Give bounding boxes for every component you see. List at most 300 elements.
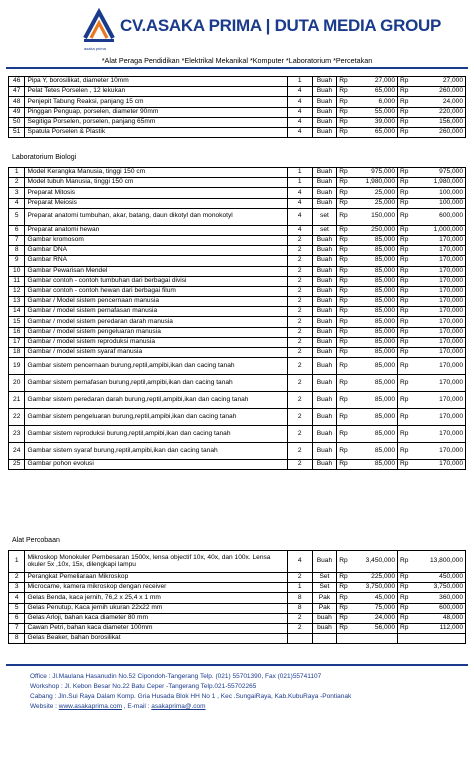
website-label: Website : [30,703,59,710]
currency: Rp [398,97,412,107]
item-unit: Buah [312,256,337,266]
item-number: 11 [9,276,25,286]
table-row [9,87,466,97]
letterhead [0,0,474,70]
section-title-alat-percobaan: Alat Percobaan [12,537,60,544]
table-row [9,613,466,623]
total-price: 170,000 [412,286,466,296]
currency: Rp [398,178,412,188]
item-number: 47 [9,87,25,97]
total-price [412,634,466,644]
table-lab-equipment [8,76,466,138]
item-number: 7 [9,623,25,633]
item-number: 12 [9,286,25,296]
total-price: 3,750,000 [412,583,466,593]
currency: Rp [337,317,351,327]
unit-price: 85,000 [351,327,397,337]
item-number: 23 [9,426,25,443]
unit-price [351,634,397,644]
unit-price: 75,000 [351,603,397,613]
total-price: 170,000 [412,443,466,460]
company-logo-icon [82,8,116,48]
item-name: Gambar contoh - contoh hewan dari berbagai filum [25,286,287,296]
item-unit: Buah [312,178,337,188]
currency: Rp [337,107,351,117]
item-qty: 2 [287,266,312,276]
unit-price: 85,000 [351,443,397,460]
item-qty: 2 [287,256,312,266]
currency: Rp [398,168,412,178]
unit-price: 150,000 [351,208,397,225]
website-link[interactable]: www.asakaprima.com [58,703,122,710]
total-price: 975,000 [412,168,466,178]
item-unit: Buah [312,327,337,337]
item-number: 2 [9,178,25,188]
currency: Rp [337,348,351,358]
unit-price: 85,000 [351,337,397,347]
currency: Rp [398,235,412,245]
currency: Rp [337,235,351,245]
currency: Rp [398,392,412,409]
currency: Rp [337,97,351,107]
item-number: 10 [9,266,25,276]
unit-price: 85,000 [351,235,397,245]
currency: Rp [398,409,412,426]
currency [337,634,351,644]
currency: Rp [398,613,412,623]
item-qty: 2 [287,443,312,460]
item-name: Gambar sistem reproduksi burung,reptil,ampibi,ikan dan cacing tanah [25,426,287,443]
currency: Rp [398,623,412,633]
item-name: Gambar / model sistem pernafasan manusia [25,307,287,317]
table-row [9,593,466,603]
item-qty: 2 [287,613,312,623]
table-row [9,117,466,127]
currency: Rp [337,178,351,188]
total-price: 170,000 [412,348,466,358]
item-qty: 4 [287,551,312,573]
total-price: 170,000 [412,375,466,392]
table-row [9,286,466,296]
currency: Rp [398,198,412,208]
table-row [9,443,466,460]
table-row [9,127,466,137]
currency: Rp [337,208,351,225]
item-unit: Buah [312,117,337,127]
total-price: 170,000 [412,358,466,375]
email-link[interactable]: asakaprima@.com [151,703,206,710]
item-qty: 2 [287,307,312,317]
item-qty: 4 [287,127,312,137]
total-price: 112,000 [412,623,466,633]
total-price: 170,000 [412,392,466,409]
item-unit: Buah [312,317,337,327]
currency: Rp [337,409,351,426]
item-number: 17 [9,337,25,347]
unit-price: 85,000 [351,409,397,426]
item-unit: Buah [312,375,337,392]
item-number: 6 [9,613,25,623]
item-name: Gambar sistem pencernaan burung,reptil,ampibi,ikan dan cacing tanah [25,358,287,375]
currency: Rp [398,256,412,266]
item-unit: set [312,208,337,225]
unit-price: 25,000 [351,198,397,208]
item-qty: 4 [287,198,312,208]
item-name: Cawan Petri, bahan kaca diameter 100mm [25,623,287,633]
item-qty: 4 [287,97,312,107]
item-number: 25 [9,460,25,470]
item-qty: 4 [287,188,312,198]
item-qty: 2 [287,460,312,470]
currency: Rp [337,297,351,307]
table-row [9,460,466,470]
unit-price: 65,000 [351,127,397,137]
item-qty: 2 [287,375,312,392]
item-name: Gambar sistem peredaran darah burung,reptil,ampibi,ikan dan cacing tanah [25,392,287,409]
currency: Rp [337,77,351,87]
unit-price: 85,000 [351,358,397,375]
item-qty: 2 [287,286,312,296]
unit-price: 250,000 [351,225,397,235]
table-row [9,97,466,107]
item-unit: Buah [312,246,337,256]
item-number: 46 [9,77,25,87]
total-price: 450,000 [412,573,466,583]
currency: Rp [337,392,351,409]
item-unit: Buah [312,348,337,358]
item-name: Preparat Meiosis [25,198,287,208]
item-name: Pipa Y, borosilikat, diameter 10mm [25,77,287,87]
currency: Rp [398,225,412,235]
total-price: 170,000 [412,327,466,337]
unit-price: 85,000 [351,426,397,443]
currency: Rp [337,286,351,296]
item-number: 14 [9,307,25,317]
unit-price: 25,000 [351,188,397,198]
table-row [9,107,466,117]
currency: Rp [337,337,351,347]
currency: Rp [337,266,351,276]
table-row [9,276,466,286]
currency: Rp [337,307,351,317]
item-qty: 1 [287,168,312,178]
item-qty: 1 [287,178,312,188]
currency: Rp [398,358,412,375]
currency: Rp [398,188,412,198]
item-name: Gambar contoh - contoh tumbuhan dari berbagai divisi [25,276,287,286]
currency: Rp [398,348,412,358]
currency: Rp [398,127,412,137]
unit-price: 85,000 [351,375,397,392]
item-unit: Buah [312,337,337,347]
tagline: *Alat Peraga Pendidikan *Elektrikal Mekanikal *Komputer *Laboratorium *Percetakan [101,56,373,65]
item-name: Gambar / model sistem reproduksi manusia [25,337,287,347]
item-name: Gambar / model sistem pengeluaran manusia [25,327,287,337]
unit-price: 39,000 [351,117,397,127]
item-number: 5 [9,208,25,225]
unit-price: 27,000 [351,77,397,87]
item-unit: Buah [312,286,337,296]
currency: Rp [398,208,412,225]
total-price: 156,000 [412,117,466,127]
item-unit: Buah [312,168,337,178]
item-name: Model tubuh Manusia, tinggi 150 cm [25,178,287,188]
currency: Rp [337,573,351,583]
item-qty: 2 [287,623,312,633]
item-number: 2 [9,573,25,583]
currency: Rp [398,117,412,127]
item-unit: buah [312,613,337,623]
item-qty: 2 [287,327,312,337]
company-name: CV.ASAKA PRIMA | DUTA MEDIA GROUP [120,16,442,35]
item-qty: 2 [287,317,312,327]
item-number: 18 [9,348,25,358]
currency: Rp [337,460,351,470]
currency: Rp [337,551,351,573]
table-alat-percobaan [8,550,466,644]
total-price: 170,000 [412,337,466,347]
item-number: 15 [9,317,25,327]
currency: Rp [398,426,412,443]
item-number: 3 [9,188,25,198]
currency: Rp [337,623,351,633]
item-unit: Buah [312,426,337,443]
table-row [9,307,466,317]
item-name: Perangkat Pemeliaraan Mikroskop [25,573,287,583]
item-unit: set [312,225,337,235]
total-price: 260,000 [412,87,466,97]
item-name: Gambar sistem pernafasan burung,reptil,ampibi,ikan dan cacing tanah [25,375,287,392]
item-number: 8 [9,634,25,644]
unit-price: 85,000 [351,286,397,296]
item-number: 6 [9,225,25,235]
item-unit: Buah [312,97,337,107]
item-number: 20 [9,375,25,392]
item-name: Pelat Tetes Porselen , 12 lekukan [25,87,287,97]
item-qty: 2 [287,392,312,409]
table-row [9,317,466,327]
table-row [9,634,466,644]
item-qty: 2 [287,297,312,307]
footer-contact [30,702,351,712]
unit-price: 45,000 [351,593,397,603]
currency: Rp [398,246,412,256]
item-qty: 1 [287,77,312,87]
total-price: 170,000 [412,235,466,245]
item-name: Gelas Arloji, bahan kaca diameter 80 mm [25,613,287,623]
table-row [9,235,466,245]
item-unit: Buah [312,392,337,409]
item-qty: 4 [287,208,312,225]
table-row [9,583,466,593]
item-qty: 2 [287,573,312,583]
item-qty: 2 [287,337,312,347]
currency: Rp [337,87,351,97]
unit-price: 3,750,000 [351,583,397,593]
item-qty: 4 [287,87,312,97]
table-row [9,327,466,337]
total-price: 24,000 [412,97,466,107]
total-price: 170,000 [412,409,466,426]
total-price: 27,000 [412,77,466,87]
table-row [9,573,466,583]
table-row [9,623,466,633]
item-number: 48 [9,97,25,107]
unit-price: 85,000 [351,297,397,307]
total-price: 100,000 [412,198,466,208]
currency: Rp [398,297,412,307]
unit-price: 85,000 [351,276,397,286]
item-qty: 8 [287,603,312,613]
email-label: , E-mail : [122,703,152,710]
table-row [9,348,466,358]
total-price: 170,000 [412,307,466,317]
table-row [9,178,466,188]
footer-workshop: Workshop : Jl. Kebon Besar No.22 Batu Ceper -Tangerang Telp.021-55702265 [30,683,257,690]
item-number: 22 [9,409,25,426]
item-name: Gambar / model sistem syaraf manusia [25,348,287,358]
unit-price: 85,000 [351,392,397,409]
currency: Rp [398,276,412,286]
total-price: 170,000 [412,246,466,256]
item-number: 8 [9,246,25,256]
item-name: Preparat anatomi hewan [25,225,287,235]
table-row [9,337,466,347]
total-price: 600,000 [412,208,466,225]
item-unit: Pak [312,593,337,603]
item-unit: Buah [312,358,337,375]
currency: Rp [337,117,351,127]
table-row [9,603,466,613]
currency: Rp [398,593,412,603]
currency: Rp [398,583,412,593]
total-price: 170,000 [412,426,466,443]
currency: Rp [398,375,412,392]
currency: Rp [337,443,351,460]
table-row [9,225,466,235]
unit-price: 85,000 [351,246,397,256]
item-unit: Buah [312,443,337,460]
currency: Rp [337,256,351,266]
item-number: 9 [9,256,25,266]
footer-divider [6,664,468,666]
item-unit: Buah [312,107,337,117]
total-price: 170,000 [412,317,466,327]
item-name: Mikroskop Monokuler Pembesaran 1500x, lensa objectif 10x, 40x, dan 100x. Lensa okuler 5x ,10x, 15x, dilengkapi lampu [25,551,287,573]
currency: Rp [398,443,412,460]
item-unit: Buah [312,235,337,245]
currency: Rp [337,276,351,286]
unit-price: 85,000 [351,266,397,276]
currency: Rp [337,188,351,198]
item-number: 3 [9,583,25,593]
item-qty: 2 [287,246,312,256]
item-name: Gambar RNA [25,256,287,266]
item-name: Gambar / model sistem peredaran darah manusia [25,317,287,327]
item-qty: 1 [287,583,312,593]
unit-price: 24,000 [351,613,397,623]
unit-price: 3,450,000 [351,551,397,573]
total-price: 48,000 [412,613,466,623]
total-price: 600,000 [412,603,466,613]
item-qty: 4 [287,107,312,117]
currency: Rp [398,107,412,117]
item-number: 24 [9,443,25,460]
unit-price: 225,000 [351,573,397,583]
total-price: 170,000 [412,256,466,266]
currency: Rp [337,593,351,603]
unit-price: 85,000 [351,460,397,470]
unit-price: 55,000 [351,107,397,117]
table-row [9,168,466,178]
item-unit: Set [312,573,337,583]
footer-cabang: Cabang : Jln.Sui Raya Dalam Komp. Gria Husada Blok HH No 1 , Kec .SungaiRaya, Kab.KubuRaya -Pontianak [30,693,352,700]
item-unit: Buah [312,198,337,208]
item-name: Gambar / Model sistem pencernaan manusia [25,297,287,307]
unit-price: 85,000 [351,256,397,266]
item-number: 5 [9,603,25,613]
table-lab-biologi [8,167,466,470]
item-name: Gelas Beaker, bahan borosilikat [25,634,287,644]
unit-price: 85,000 [351,348,397,358]
table-row [9,198,466,208]
item-unit: Buah [312,266,337,276]
item-unit [312,634,337,644]
currency: Rp [337,613,351,623]
item-number: 51 [9,127,25,137]
item-unit: Buah [312,276,337,286]
currency: Rp [337,198,351,208]
unit-price: 56,000 [351,623,397,633]
item-name: Gambar sistem syaraf burung,reptil,ampibi,ikan dan cacing tanah [25,443,287,460]
header-divider [6,67,468,69]
currency: Rp [398,551,412,573]
total-price: 220,000 [412,107,466,117]
table-row [9,426,466,443]
item-qty: 2 [287,276,312,286]
item-qty: 8 [287,593,312,603]
currency: Rp [337,327,351,337]
table-row [9,208,466,225]
currency: Rp [398,87,412,97]
item-number: 4 [9,593,25,603]
currency: Rp [398,286,412,296]
item-qty: 4 [287,225,312,235]
item-number: 21 [9,392,25,409]
item-name: Pinggan Penguap, porselen, diameter 90mm [25,107,287,117]
item-name: Model Kerangka Manusia, tinggi 150 cm [25,168,287,178]
logo-subtitle: asaka prima [84,46,106,51]
total-price: 1,000,000 [412,225,466,235]
item-name: Gambar Pewarisan Mendel [25,266,287,276]
item-name: Preparat anatomi tumbuhan, akar, batang, daun dikotyl dan monokotyl [25,208,287,225]
item-unit: Pak [312,603,337,613]
currency: Rp [398,317,412,327]
item-qty: 4 [287,117,312,127]
currency: Rp [337,127,351,137]
item-unit: Buah [312,77,337,87]
item-name: Segitiga Porselen, porselen, panjang 65mm [25,117,287,127]
footer-office: Office : Jl.Maulana Hasanudin No.52 Cipondoh-Tangerang Telp. (021) 55701390, Fax (021)55741107 [30,673,322,680]
item-number: 19 [9,358,25,375]
unit-price: 975,000 [351,168,397,178]
currency: Rp [337,168,351,178]
item-qty: 2 [287,426,312,443]
table-row [9,551,466,573]
currency: Rp [337,375,351,392]
total-price: 100,000 [412,188,466,198]
item-qty: 2 [287,235,312,245]
